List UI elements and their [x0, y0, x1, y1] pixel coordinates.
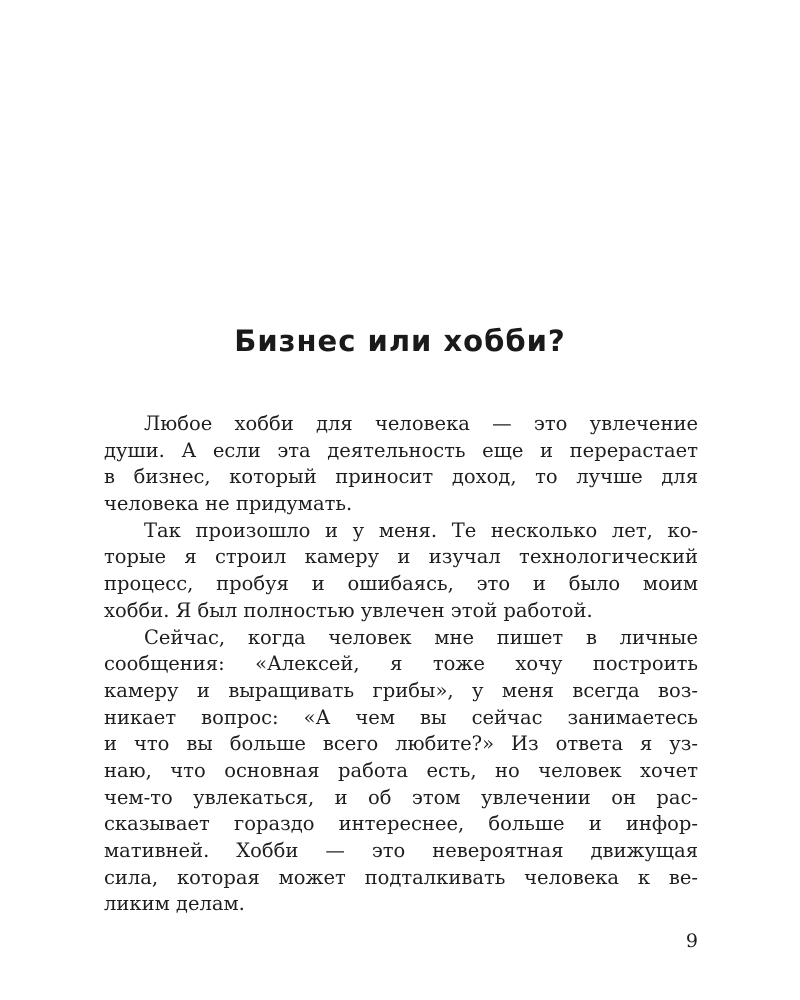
text-line: чем-то увлекаться, и об этом увлечении он рас- [104, 785, 698, 809]
text-line: сила, которая может подталкивать человека к ве- [104, 865, 698, 889]
text-line: души. А если эта деятельность еще и перерастает [104, 438, 698, 462]
text-line: Так произошло и у меня. Те несколько лет, ко- [144, 518, 698, 542]
text-line: в бизнес, который приносит доход, то лучше для [104, 465, 698, 489]
body-text [104, 411, 698, 918]
text-line: торые я строил камеру и изучал технологический [104, 545, 698, 569]
text-line: хобби. Я был полностью увлечен этой работой. [104, 598, 593, 622]
paragraph-2 [104, 518, 698, 625]
text-line: сказывает гораздо интереснее, больше и инфор- [104, 812, 698, 836]
text-line: процесс, пробуя и ошибаясь, это и было моим [104, 572, 698, 596]
text-line: сообщения: «Алексей, я тоже хочу построить [104, 652, 698, 676]
text-line: и что вы больше всего любите?» Из ответа я уз- [104, 732, 698, 756]
paragraph-3 [104, 625, 698, 919]
text-line: наю, что основная работа есть, но человек хочет [104, 758, 698, 782]
text-line: мативней. Хобби — это невероятная движущая [104, 839, 698, 862]
text-line: Любое хобби для человека — это увлечение [144, 412, 698, 435]
text-line: камеру и выращивать грибы», у меня всегда воз- [104, 678, 698, 702]
text-line: Сейчас, когда человек мне пишет в личные [144, 625, 698, 649]
page-number: 9 [685, 930, 698, 952]
text-line: ликим делам. [104, 892, 245, 916]
chapter-title: Бизнес или хобби? [234, 324, 566, 358]
text-line: никает вопрос: «А чем вы сейчас занимаетесь [104, 705, 698, 729]
paragraph-1 [104, 411, 698, 518]
text-line: человека не придумать. [104, 492, 353, 516]
